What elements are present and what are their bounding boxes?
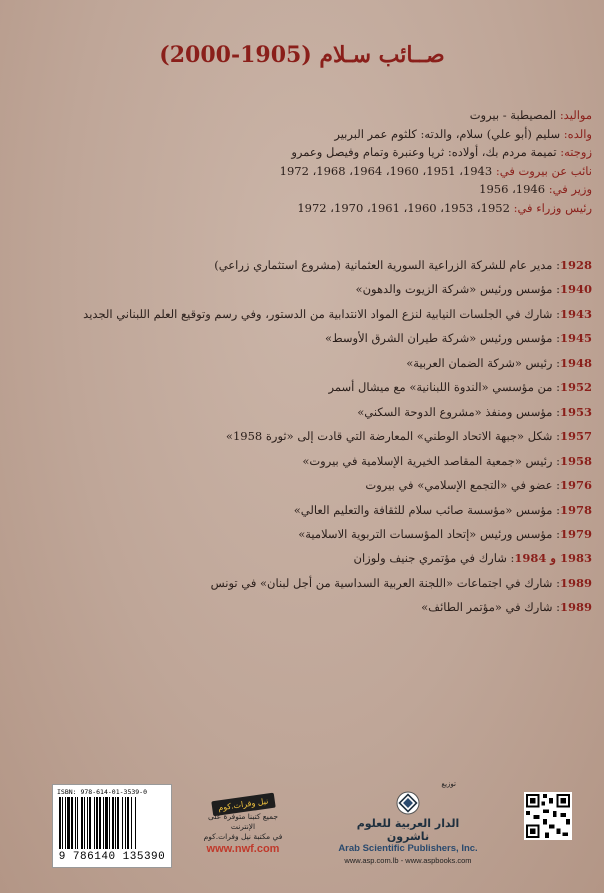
isbn-label: ISBN: 978-614-01-3539-0: [57, 788, 148, 796]
barcode-bar: [125, 797, 126, 849]
nwf-line-2: في مكتبة نيل وفرات.كوم: [203, 832, 283, 841]
timeline-year: 1952: [559, 380, 592, 395]
bio-value: المصيطبة - بيروت: [469, 108, 560, 122]
bio-minister: [8, 180, 592, 199]
bio-birthplace: [8, 106, 592, 125]
barcode-bar: [77, 797, 78, 849]
nwf-line-1: جميع كتبنا متوفرة على الإنترنت: [207, 812, 279, 831]
timeline-row: [6, 400, 592, 424]
bio-value: سليم (أبو علي) سلام، والدته: كلثوم عمر البربير: [334, 126, 564, 141]
timeline-text: : من مؤسسي «الندوة اللبنانية» مع ميشال أسمر: [328, 380, 560, 395]
timeline-year: 1943: [559, 306, 592, 321]
bio-label: مواليد:: [559, 108, 592, 122]
barcode-bar: [59, 797, 61, 849]
timeline-row: [6, 546, 592, 570]
bio-parents: [8, 125, 592, 144]
barcode-bar: [65, 797, 66, 849]
bio-label: والده:: [563, 126, 592, 141]
barcode-bar: [71, 797, 73, 849]
bio-label: رئيس وزراء في:: [513, 200, 592, 215]
publisher-logo-icon: [393, 790, 423, 816]
barcode-bar: [103, 797, 104, 849]
timeline-text: : شارك في اجتماعات «اللجنة العربية السداسية من أجل لبنان» في تونس: [210, 575, 560, 590]
timeline-text: : عضو في «التجمع الإسلامي» في بيروت: [365, 478, 560, 493]
bio-value: 1946، 1956: [479, 182, 549, 197]
bio-prime-minister: [8, 199, 592, 218]
barcode-bar: [62, 797, 63, 849]
barcode-bar: [117, 797, 119, 849]
bio-label: نائب عن بيروت في:: [495, 163, 592, 178]
timeline-year: 1940: [559, 282, 592, 297]
timeline-text: : مدير عام للشركة الزراعية السورية العثمانية (مشروع استثماري زراعي): [214, 258, 560, 272]
timeline-row: [6, 351, 592, 375]
timeline-year: 1945: [559, 331, 592, 346]
timeline-year: 1948: [559, 355, 592, 370]
timeline-text: : مؤسس ورئيس «شركة طيران الشرق الأوسط»: [324, 331, 560, 346]
timeline-text: : رئيس «شركة الضمان العربية»: [406, 355, 560, 370]
bio-deputy: [8, 162, 592, 181]
barcode-bar: [135, 797, 136, 849]
publisher-block: [338, 780, 478, 865]
timeline-year: 1953: [559, 404, 592, 419]
bio-value: 1943، 1951، 1960، 1964، 1968، 1972: [279, 163, 496, 178]
barcode-bar: [84, 797, 85, 849]
barcode-bar: [105, 797, 108, 849]
timeline-year: 1979: [559, 526, 592, 541]
timeline-year: 1989: [559, 575, 592, 590]
timeline-year: 1976: [559, 478, 592, 493]
timeline-row: [6, 498, 592, 522]
timeline-row: [6, 595, 592, 619]
timeline-text: : مؤسس ورئيس «شركة الزيوت والدهون»: [355, 282, 560, 297]
timeline-text: : مؤسس ورئيس «إتحاد المؤسسات التربوية الاسلامية»: [298, 526, 560, 541]
timeline-year: 1989: [559, 600, 592, 615]
timeline-year: 1928: [559, 258, 592, 272]
barcode-bar: [75, 797, 76, 849]
timeline-row: [6, 522, 592, 546]
book-title: صــائب سـلام (1905-2000): [159, 42, 445, 68]
back-cover-footer: [0, 772, 604, 893]
nwf-url-link[interactable]: www.nwf.com: [206, 843, 280, 855]
barcode-bar: [99, 797, 101, 849]
barcode-bar: [67, 797, 70, 849]
bio-spouse: [8, 143, 592, 162]
timeline-row: [6, 326, 592, 350]
timeline-year: 1958: [559, 453, 592, 468]
nwf-promo: [200, 792, 286, 855]
barcode-bar: [122, 797, 123, 849]
timeline-year: 1978: [559, 502, 592, 517]
timeline-text: : شارك في مؤتمري جنيف ولوزان: [353, 551, 515, 566]
barcode-bar: [131, 797, 132, 849]
bio-label: زوجته:: [560, 145, 592, 160]
timeline-text: : شارك في «مؤتمر الطائف»: [421, 600, 560, 615]
publisher-name-english: Arab Scientific Publishers, Inc.: [338, 843, 478, 854]
timeline-row: [6, 277, 592, 301]
nwf-badge: نيل وفرات.كوم: [211, 793, 275, 817]
timeline-text: : مؤسس ومنفذ «مشروع الدوحة السكني»: [357, 404, 560, 419]
timeline-text: : رئيس «جمعية المقاصد الخيرية الإسلامية في بيروت»: [302, 453, 560, 468]
timeline-row: [6, 253, 592, 277]
qr-code-icon: [524, 792, 572, 840]
publisher-distribution: توزيع: [441, 780, 456, 788]
timeline-year: 1983 و 1984: [514, 551, 592, 566]
timeline-row: [6, 449, 592, 473]
timeline-row: [6, 302, 592, 326]
timeline-row: [6, 473, 592, 497]
barcode-bar: [89, 797, 91, 849]
barcode-bar: [115, 797, 116, 849]
barcode-bar: [81, 797, 83, 849]
timeline-section: [6, 253, 592, 620]
bio-value: تميمة مردم بك، أولاده: ثريا وعنبرة وتمام وفيصل وعمرو: [291, 145, 561, 160]
barcode: [52, 784, 172, 868]
barcode-bar: [94, 797, 95, 849]
timeline-row: [6, 571, 592, 595]
timeline-row: [6, 375, 592, 399]
bio-label: وزير في:: [548, 182, 592, 197]
publisher-name-arabic: الدار العربية للعلوم ناشرون: [356, 817, 460, 843]
timeline-row: [6, 424, 592, 448]
barcode-bar: [87, 797, 88, 849]
timeline-text: : شكل «جبهة الاتحاد الوطني» المعارضة التي قادت إلى «ثورة 1958»: [225, 429, 560, 444]
timeline-text: : مؤسس «مؤسسة صائب سلام للثقافة والتعليم العالي»: [293, 502, 560, 517]
timeline-year: 1957: [559, 429, 592, 444]
publisher-websites[interactable]: www.asp.com.lb - www.aspbooks.com: [344, 856, 472, 865]
barcode-bar: [109, 797, 110, 849]
biography-section: [8, 106, 592, 218]
barcode-bars-icon: [59, 797, 165, 849]
barcode-bar: [112, 797, 114, 849]
bio-value: 1952، 1953، 1960، 1961، 1970، 1972: [297, 200, 514, 215]
timeline-text: : شارك في الجلسات النيابية لنزع المواد الانتدابية من الدستور، وفي رسم وتوقيع العلم اللبناني الجديد: [83, 306, 560, 321]
barcode-bar: [96, 797, 98, 849]
isbn-number: 9 786140 135390: [58, 851, 166, 863]
barcode-bar: [127, 797, 129, 849]
